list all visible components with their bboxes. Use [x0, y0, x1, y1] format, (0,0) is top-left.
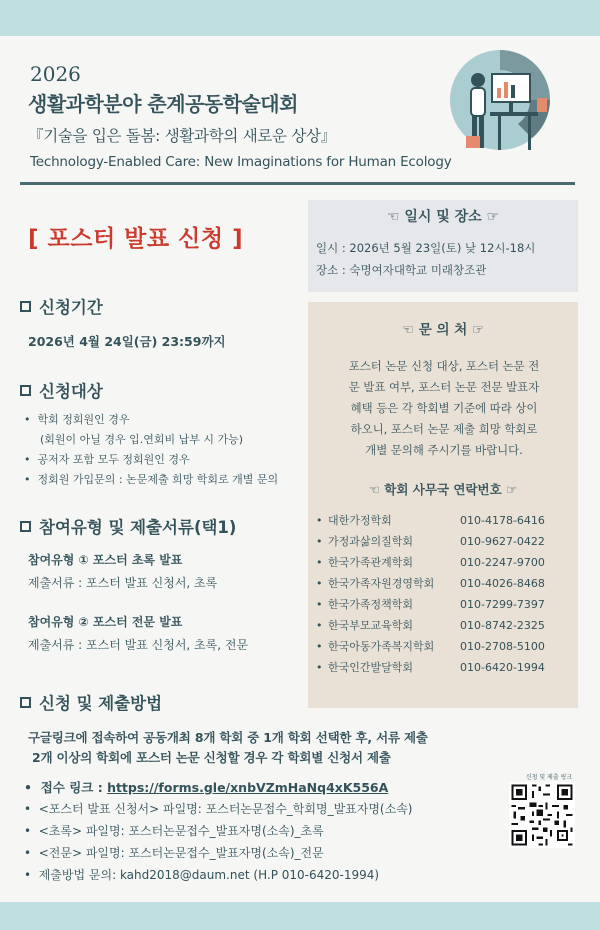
schedule-place: 장소 : 숙명여자대학교 미래창조관	[316, 263, 487, 277]
theme-korean: 『기술을 입은 돌봄: 생활과학의 새로운 상상』	[28, 127, 336, 145]
list-item-text: 공저자 포함 모두 정회원인 경우	[37, 453, 190, 466]
submission-link[interactable]: https://forms.gle/xnbVZmHaNq4xK556A	[107, 780, 389, 795]
office-contacts-heading: ☜ 학회 사무국 연락번호 ☞	[368, 482, 518, 497]
society-row	[316, 617, 572, 637]
method-heading-label: 신청 및 제출방법	[39, 694, 163, 713]
checkbox-square-icon	[20, 521, 31, 532]
type1-title: 참여유형 ① 포스터 초록 발표	[28, 553, 183, 567]
list-item-text: <초록> 파일명: 포스터논문접수_발표자명(소속)_초록	[38, 824, 324, 838]
list-item: • 학회 정회원인 경우	[24, 413, 130, 426]
checkbox-square-icon	[20, 301, 31, 312]
society-phone: 010-6420-1994	[460, 661, 545, 674]
type2-title: 참여유형 ② 포스터 전문 발표	[28, 615, 183, 629]
period-value: 2026년 4월 24일(금) 23:59까지	[28, 334, 226, 349]
society-row	[316, 533, 572, 553]
society-phone: 010-4178-6416	[460, 514, 545, 527]
method-section-heading	[20, 690, 162, 714]
list-item: (회원이 아닐 경우 입.연회비 납부 시 가능)	[40, 433, 244, 446]
header-divider	[20, 182, 575, 185]
society-row	[316, 596, 572, 616]
bullet-icon: •	[316, 598, 323, 611]
submission-link-item: • 접수 링크 : https://forms.gle/xnbVZmHaNq4xK556A	[24, 780, 389, 795]
bullet-icon: •	[316, 640, 323, 653]
society-phone: 010-2708-5100	[460, 640, 545, 653]
researcher-illustration-icon	[442, 40, 554, 158]
inquiry-heading: ☜ 문 의 처 ☞	[401, 322, 485, 338]
top-band	[0, 0, 600, 36]
checkbox-square-icon	[20, 697, 31, 708]
checkbox-square-icon	[20, 385, 31, 396]
inquiry-line: 개별 문의해 주시기를 바랍니다.	[365, 443, 523, 457]
society-name: 한국가족관계학회	[328, 556, 414, 569]
society-name: 대한가정학회	[328, 514, 392, 527]
society-name: 한국가족자원경영학회	[328, 577, 435, 590]
bullet-icon: •	[316, 619, 323, 632]
type2-docs: 제출서류 : 포스터 발표 신청서, 초록, 전문	[28, 638, 249, 652]
bullet-icon: •	[316, 535, 323, 548]
types-section-heading	[20, 514, 236, 538]
list-item: • <초록> 파일명: 포스터논문접수_발표자명(소속)_초록	[24, 824, 324, 838]
list-item-text: <포스터 발표 신청서> 파일명: 포스터논문접수_학회명_발표자명(소속)	[38, 802, 413, 816]
list-item-text: <전문> 파일명: 포스터논문접수_발표자명(소속)_전문	[38, 846, 324, 860]
society-phone: 010-9627-0422	[460, 535, 545, 548]
society-row	[316, 575, 572, 595]
list-item: • 공저자 포함 모두 정회원인 경우	[24, 453, 190, 466]
inquiry-line: 포스터 논문 신청 대상, 포스터 논문 전	[348, 359, 540, 373]
conference-title: 생활과학분야 춘계공동학술대회	[28, 92, 298, 116]
qr-label: 신청 및 제출 링크	[525, 774, 573, 781]
inquiry-line: 문 발표 여부, 포스터 논문 전문 발표자	[348, 380, 540, 394]
schedule-heading: ☜ 일시 및 장소 ☞	[386, 209, 500, 225]
poster-application-title: [ 포스터 발표 신청 ]	[28, 226, 244, 252]
list-item-text: 학회 정회원인 경우	[37, 413, 130, 426]
inquiry-body	[318, 356, 570, 461]
eligibility-section-heading	[20, 378, 103, 402]
list-item: • <전문> 파일명: 포스터논문접수_발표자명(소속)_전문	[24, 846, 324, 860]
bullet-icon: •	[316, 556, 323, 569]
society-name: 가정과삶의질학회	[328, 535, 414, 548]
period-section-heading	[20, 294, 103, 318]
list-item: • <포스터 발표 신청서> 파일명: 포스터논문접수_학회명_발표자명(소속)	[24, 802, 413, 816]
method-instruction-2: 2개 이상의 학회에 포스터 논문 신청할 경우 각 학회별 신청서 제출	[32, 750, 391, 765]
society-row	[316, 638, 572, 658]
link-label: 접수 링크 :	[40, 780, 108, 795]
list-item-text: 정회원 가입문의 : 논문제출 희망 학회로 개별 문의	[37, 473, 279, 486]
society-row	[316, 512, 572, 532]
bullet-icon: •	[316, 577, 323, 590]
bullet-icon: •	[316, 661, 323, 674]
society-phone: 010-7299-7397	[460, 598, 545, 611]
society-name: 한국인간발달학회	[328, 661, 414, 674]
type1-docs: 제출서류 : 포스터 발표 신청서, 초록	[28, 576, 218, 590]
bullet-icon: •	[316, 514, 323, 527]
list-item-text: 제출방법 문의: kahd2018@daum.net (H.P 010-6420-1994)	[38, 868, 380, 882]
society-phone: 010-2247-9700	[460, 556, 545, 569]
society-row	[316, 659, 572, 679]
society-phone: 010-8742-2325	[460, 619, 545, 632]
types-heading-label: 참여유형 및 제출서류(택1)	[39, 518, 237, 537]
society-phone: 010-4026-8468	[460, 577, 545, 590]
inquiry-line: 혜택 등은 각 학회별 기준에 따라 상이	[350, 401, 538, 415]
list-item: • 제출방법 문의: kahd2018@daum.net (H.P 010-6420-1994)	[24, 868, 380, 882]
society-name: 한국부모교육학회	[328, 619, 414, 632]
conference-year: 2026	[30, 62, 81, 86]
list-item: • 정회원 가입문의 : 논문제출 희망 학회로 개별 문의	[24, 473, 279, 486]
period-heading-label: 신청기간	[39, 298, 103, 317]
society-row	[316, 554, 572, 574]
eligibility-heading-label: 신청대상	[39, 382, 103, 401]
method-instruction-1: 구글링크에 접속하여 공동개최 8개 학회 중 1개 학회 선택한 후, 서류 제출	[28, 730, 428, 745]
society-name: 한국가족정책학회	[328, 598, 414, 611]
inquiry-line: 하오니, 포스터 논문 제출 희망 학회로	[350, 422, 538, 436]
theme-english: Technology-Enabled Care: New Imaginations for Human Ecology	[30, 154, 452, 170]
qr-code-icon[interactable]	[509, 782, 575, 848]
society-name: 한국아동가족복지학회	[328, 640, 435, 653]
schedule-datetime: 일시 : 2026년 5월 23일(토) 낮 12시-18시	[316, 241, 536, 255]
bottom-band	[0, 902, 600, 930]
